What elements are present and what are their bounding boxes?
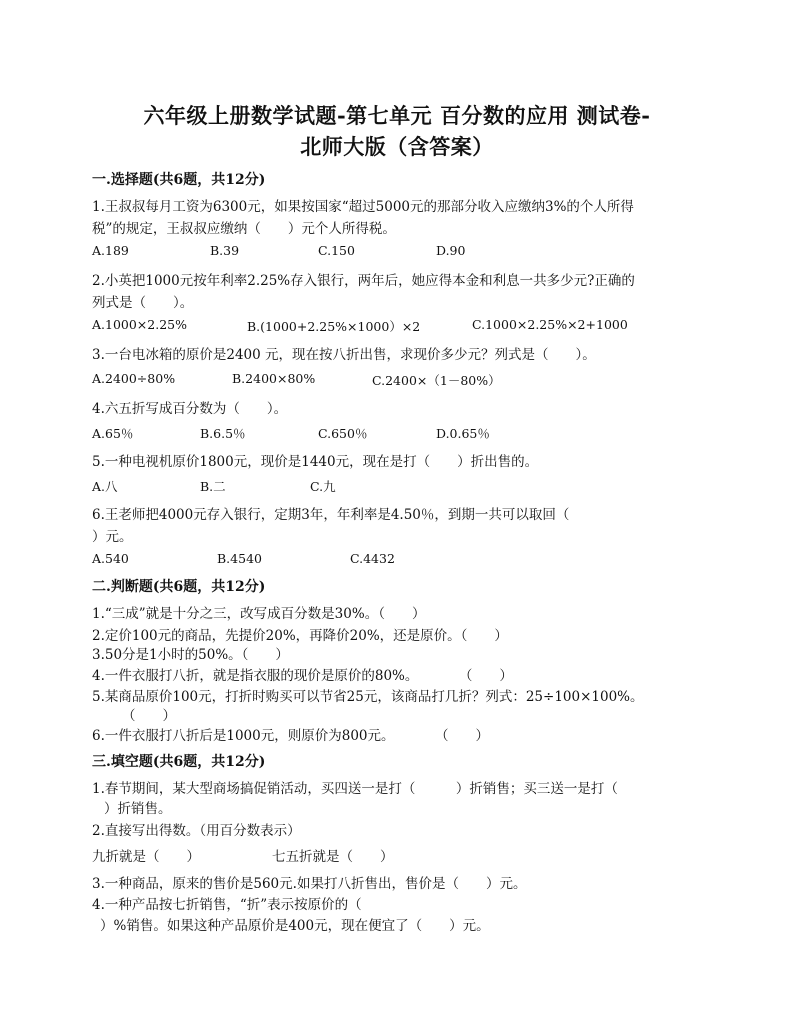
question-text: 3.一种商品，原来的售价是560元.如果打八折售出，售价是（ ）元。 — [92, 876, 527, 892]
question-text: 4.一种产品按七折销售，“折”表示按原价的（ — [92, 897, 362, 913]
option-b: B.2400×80% — [232, 371, 316, 386]
question-text: ）元。 — [92, 529, 133, 545]
question-text: 1.春节期间，某大型商场搞促销活动，买四送一是打（ ）折销售；买三送一是打（ — [92, 781, 618, 797]
option-c: C.4432 — [350, 551, 395, 566]
question-text: 2.小英把1000元按年利率2.25%存入银行，两年后，她应得本金和利息一共多少元?正确的 — [92, 273, 635, 289]
question-text: 3.一台电冰箱的原价是2400 元，现在按八折出售，求现价多少元？列式是（ ）。 — [92, 347, 596, 363]
option-b: B.二 — [200, 479, 226, 494]
option-a: A.八 — [92, 479, 118, 494]
question-text: 4.一件衣服打八折，就是指衣服的现价是原价的80%。 （ ） — [92, 668, 513, 684]
option-b: B.(1000+2.25%×1000）×2 — [247, 319, 421, 334]
option-c: C.650％ — [318, 426, 368, 441]
page-title-line2: 北师大版（含答案） — [300, 134, 494, 159]
section-heading-fill: 三.填空题(共6题，共12分) — [92, 754, 266, 770]
question-text: 税”的规定，王叔叔应缴纳（ ）元个人所得税。 — [92, 221, 396, 237]
page-title-line1: 六年级上册数学试题-第七单元 百分数的应用 测试卷- — [143, 103, 651, 128]
option-a: A.65％ — [92, 426, 134, 441]
question-text: 3.50分是1小时的50%。（ ） — [92, 647, 289, 663]
question-text: 七五折就是（ ） — [272, 849, 394, 865]
question-text: 4.六五折写成百分数为（ ）。 — [92, 401, 288, 417]
question-text: 5.某商品原价100元，打折时购买可以节省25元，该商品打几折？列式：25÷100×100%。 — [92, 689, 644, 705]
option-c: C.九 — [310, 479, 336, 494]
question-text: 1.“三成”就是十分之三，改写成百分数是30%。（ ） — [92, 606, 426, 622]
option-b: B.4540 — [217, 551, 262, 566]
question-text: ）%销售。如果这种产品原价是400元，现在便宜了（ ）元。 — [100, 918, 490, 934]
question-text: 2.定价100元的商品，先提价20%，再降价20%，还是原价。（ ） — [92, 628, 508, 644]
answer-blank: （ ） — [122, 708, 176, 724]
question-text: ）折销售。 — [104, 801, 172, 817]
option-a: A.1000×2.25% — [92, 317, 187, 332]
section-heading-judge: 二.判断题(共6题，共12分) — [92, 579, 266, 595]
question-text: 列式是（ ）。 — [92, 295, 194, 311]
option-a: A.2400÷80% — [92, 371, 176, 386]
section-heading-choice: 一.选择题(共6题，共12分) — [92, 172, 266, 188]
option-b: B.6.5％ — [200, 426, 246, 441]
option-a: A.540 — [92, 551, 129, 566]
option-c: C.1000×2.25%×2+1000 — [472, 317, 628, 332]
question-text: 九折就是（ ） — [92, 849, 200, 865]
question-text: 6.王老师把4000元存入银行，定期3年，年利率是4.50％，到期一共可以取回（ — [92, 507, 570, 523]
option-b: B.39 — [210, 243, 240, 258]
question-text: 2.直接写出得数。（用百分数表示） — [92, 823, 301, 839]
option-d: D.0.65％ — [436, 426, 490, 441]
option-c: C.150 — [318, 243, 355, 258]
option-d: D.90 — [436, 243, 466, 258]
option-a: A.189 — [92, 243, 129, 258]
option-c: C.2400×（1－80%） — [372, 373, 501, 388]
question-text: 6.一件衣服打八折后是1000元，则原价为800元。 （ ） — [92, 728, 490, 744]
question-text: 5.一种电视机原价1800元，现价是1440元，现在是打（ ）折出售的。 — [92, 454, 539, 470]
question-text: 1.王叔叔每月工资为6300元，如果按国家“超过5000元的那部分收入应缴纳3%的个人所得 — [92, 199, 634, 215]
